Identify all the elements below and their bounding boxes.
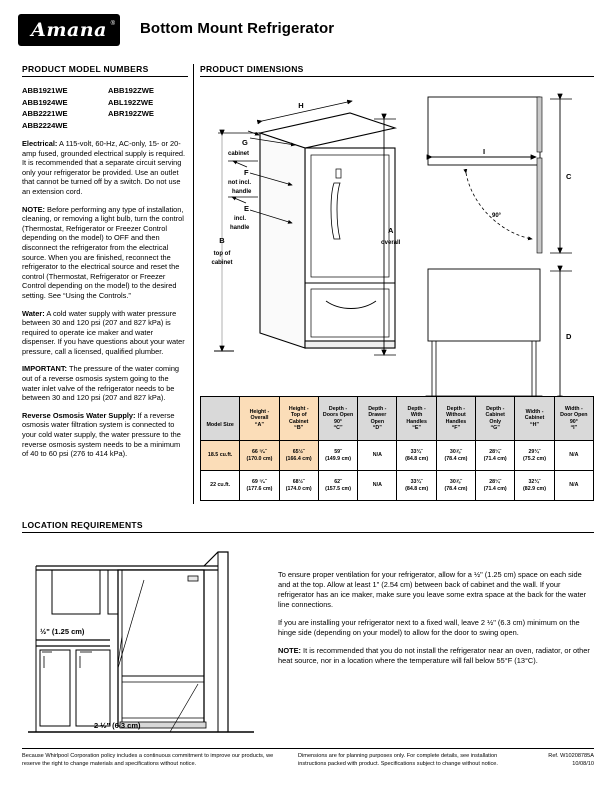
th-depth-drawer-open: Depth - Drawer Open “D” (358, 397, 397, 441)
location-paragraph-1: To ensure proper ventilation for your refrigerator, allow for a ½" (1.25 cm) space on each side and at the top. Allow at least 1" (2.54 cm) between back of cabinet and the wall. If your refrigerator has an ice maker, make sure you leave some extra space at the back for the water line connections. (278, 570, 587, 609)
label-g: G (242, 138, 248, 147)
product-model-numbers-section (22, 64, 188, 466)
model-number: ABB1921WE (22, 86, 68, 95)
footer-legal-middle: Dimensions are for planning purposes only. For complete details, see installation instructions packed with product. Specifications subject to change without notice. (298, 753, 498, 767)
model-number: ABB2221WE (22, 109, 68, 118)
dimensions-table (200, 396, 594, 501)
amana-logo (18, 14, 120, 46)
model-number: ABR192ZWE (108, 109, 154, 118)
page-footer (22, 752, 594, 768)
cell-value: 32¾˝ (82.9 cm) (515, 471, 554, 501)
dimension-diagrams (200, 83, 594, 403)
label-h: H (298, 101, 304, 110)
location-requirements-section (22, 520, 594, 533)
electrical-label: Electrical: (22, 139, 58, 148)
location-note-body: It is recommended that you do not install the refrigerator near an oven, radiator, or other heat source, nor in a location where the temperature will fall below 55°F (13°C). (278, 646, 590, 665)
label-g-sub: cabinet (228, 151, 250, 157)
cell-value: 30⅞˝ (78.4 cm) (436, 471, 475, 501)
cell-value: 33¾˝ (84.8 cm) (397, 441, 436, 471)
label-e: E (244, 204, 250, 213)
label-b-sub1: top of (213, 251, 231, 257)
kitchen-drawing-svg (22, 536, 262, 740)
model-number-list (22, 85, 188, 131)
models-heading: PRODUCT MODEL NUMBERS (22, 64, 188, 77)
cell-value: N/A (358, 471, 397, 501)
kitchen-layout-drawing (22, 536, 262, 740)
label-i: I (482, 147, 486, 156)
registered-trademark-icon: ® (110, 21, 115, 27)
note-body: Before performing any type of installation, cleaning, or removing a light bulb, turn the control (Thermostat, Refrigerator or Freezer Control depending on the model) to OFF and then disconnect the refrigerator from the electrical source. When you are finished, reconnect the refrigerator to the electrical source and reset the control (Thermostat, Refrigerator or Freezer Control depending on the model) to the desired setting. See “Using the Controls.” (22, 204, 184, 300)
important-paragraph (22, 364, 188, 402)
th-width-cabinet: Width - Cabinet “H” (515, 397, 554, 441)
cell-value: 30⅞˝ (78.4 cm) (436, 441, 475, 471)
cell-value: 69 ⁵⁄₈˝ (177.6 cm) (240, 471, 279, 501)
water-body: A cold water supply with water pressure between 30 and 120 psi (207 and 827 kPa) is required to operate ice maker and water dispenser. If you have questions about your water pressure, call a licensed, qualified plumber. (22, 308, 185, 356)
location-paragraph-2: If you are installing your refrigerator next to a fixed wall, leave 2 ½" (6.3 cm) minimum on the hinge side (depending on your model) to allow for the door to swing open. (278, 618, 580, 637)
cell-value: 59˝ (149.9 cm) (318, 441, 357, 471)
reverse-osmosis-label: Reverse Osmosis Water Supply: (22, 410, 136, 420)
cell-value: 29¾˝ (75.2 cm) (515, 441, 554, 471)
dimensions-heading: PRODUCT DIMENSIONS (200, 64, 594, 77)
callout-side-clearance: ½" (1.25 cm) (40, 627, 85, 636)
label-b: B (219, 236, 225, 245)
model-number: ABB1924WE (22, 97, 68, 107)
page-title: Bottom Mount Refrigerator (140, 20, 335, 37)
cell-value: N/A (554, 471, 593, 501)
th-width-door-open: Width - Door Open 90° “I” (554, 397, 593, 441)
cell-value: 62˝ (157.5 cm) (318, 471, 357, 501)
reverse-osmosis-body: If a reverse osmosis water filtration system is connected to your cold water supply, the water pressure to the reverse osmosis system needs to be a minimum of 40 to 60 psi (276 to 414 kPa). (22, 410, 181, 459)
label-d: D (566, 332, 572, 341)
side-view-diagram (426, 269, 572, 403)
cell-value: N/A (358, 441, 397, 471)
th-height-overall: Height - Overall “A” (240, 397, 279, 441)
refrigerator-isometric-view (260, 113, 395, 348)
dimension-ticks (218, 133, 260, 197)
label-c: C (566, 172, 572, 181)
th-depth-without-handles: Depth - Without Handles “F” (436, 397, 475, 441)
brand-name: Amana (31, 18, 107, 41)
th-height-top-cabinet: Height - Top of Cabinet “B” (279, 397, 318, 441)
electrical-body: A 115-volt, 60-Hz, AC-only, 15- or 20-amp fused, grounded electrical supply is required. It is recommended that a separate circuit serving only your refrigerator be provided. Use an outlet that cannot be turned off by a switch. Do not use an extension cord. (22, 139, 186, 196)
label-a-sub: overall (381, 240, 401, 246)
callout-back-clearance: 2 ½" (6.3 cm) (94, 721, 141, 730)
label-angle-90: 90° (492, 213, 502, 219)
page-header (18, 14, 594, 56)
electrical-paragraph (22, 139, 188, 197)
cell-model-size: 18.5 cu.ft. (201, 441, 240, 471)
location-text-block (278, 570, 594, 674)
dimension-drawings-svg (200, 83, 594, 403)
th-depth-cabinet-only: Depth - Cabinet Only “G” (476, 397, 515, 441)
note-paragraph (22, 205, 188, 301)
model-number: ABB2224WE (22, 120, 68, 130)
product-dimensions-section (200, 64, 594, 403)
cell-value: 68½˝ (174.0 cm) (279, 471, 318, 501)
table-row (201, 471, 594, 501)
footer-legal-left: Because Whirlpool Corporation policy includes a continuous commitment to improve our products, we reserve the right to change materials and specifications without notice. (22, 753, 274, 767)
label-e-sub2: handle (230, 225, 250, 231)
cell-value: 33¾˝ (84.8 cm) (397, 471, 436, 501)
footer-reference (516, 752, 594, 768)
label-a: A (388, 226, 394, 235)
column-divider (193, 64, 194, 504)
footer-ref-number: Ref. W10208785A (548, 753, 594, 759)
water-paragraph (22, 309, 188, 357)
th-model-size: Model Size (201, 397, 240, 441)
cell-value: 66 ⁵⁄₈˝ (170.0 cm) (240, 441, 279, 471)
table-row (201, 441, 594, 471)
note-label: NOTE: (22, 204, 45, 214)
label-b-sub2: cabinet (211, 260, 233, 266)
th-depth-doors-open: Depth - Doors Open 90° “C” (318, 397, 357, 441)
location-content (22, 536, 594, 740)
footer-date: 10/08/10 (572, 761, 594, 767)
label-e-sub1: incl. (234, 216, 247, 222)
label-f-sub1: not incl. (228, 180, 251, 186)
cell-value: 28¼˝ (71.4 cm) (476, 471, 515, 501)
important-body: The pressure of the water coming out of a reverse osmosis system going to the water inlet valve of the refrigerator needs to be between 30 and 120 psi (207 and 827 kPa). (22, 364, 180, 403)
table-header-row (201, 397, 594, 441)
label-f: F (244, 168, 249, 177)
model-number: ABB192ZWE (108, 86, 154, 95)
important-label: IMPORTANT: (22, 364, 68, 374)
cell-value: 65½˝ (166.4 cm) (279, 441, 318, 471)
location-note (278, 646, 594, 666)
model-number: ABL192ZWE (108, 97, 154, 107)
top-view-diagram (428, 97, 572, 253)
water-label: Water: (22, 308, 45, 318)
cell-value: 28¼˝ (71.4 cm) (476, 441, 515, 471)
cell-value: N/A (554, 441, 593, 471)
reverse-osmosis-paragraph (22, 411, 188, 459)
label-f-sub2: handle (232, 189, 252, 195)
th-depth-with-handles: Depth - With Handles “E” (397, 397, 436, 441)
footer-divider (22, 748, 594, 749)
location-note-label: NOTE: (278, 646, 301, 655)
cell-model-size: 22 cu.ft. (201, 471, 240, 501)
location-heading: LOCATION REQUIREMENTS (22, 520, 594, 533)
